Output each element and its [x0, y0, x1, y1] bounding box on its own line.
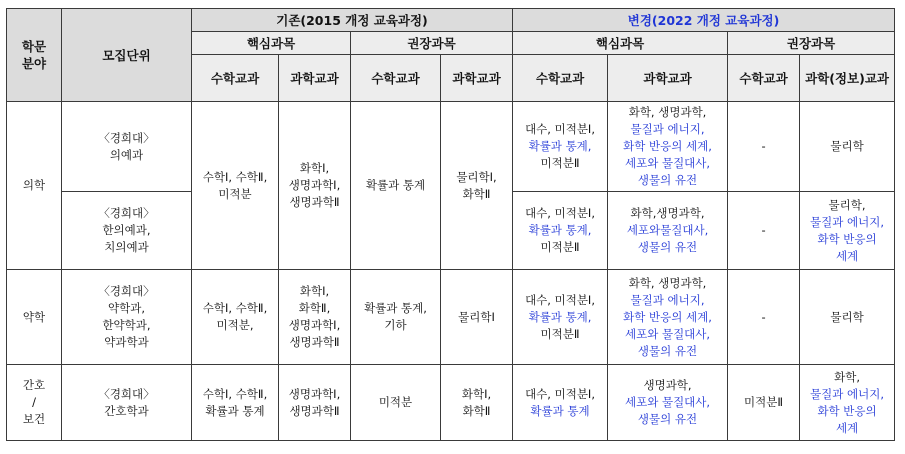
- cell-line: 물리학: [830, 309, 864, 324]
- cell-line: 생명과학Ⅰ,: [288, 386, 341, 401]
- cell-line: 확률과 통계,: [528, 223, 592, 237]
- curriculum-table: [6, 8, 895, 441]
- cell-line: -: [761, 139, 766, 153]
- cell-line: 화학,생명과학,: [630, 206, 705, 220]
- cell-line: 약학과,: [108, 301, 145, 315]
- old-core-math-medicine: [192, 102, 279, 270]
- cell-line: 대수, 미적분Ⅰ,: [525, 206, 595, 220]
- field-pharmacy: 약학: [7, 270, 62, 365]
- cell-line: 물질과 에너지,: [810, 386, 885, 401]
- header-unit: 모집단위: [62, 9, 192, 102]
- field-medicine: 의학: [7, 102, 62, 270]
- cell-line: 세포와 물질대사,: [624, 326, 711, 341]
- cell-line: 〈경희대〉: [98, 284, 155, 298]
- cell-line: 수학Ⅰ, 수학Ⅱ,: [202, 169, 268, 184]
- cell-line: 의예과: [109, 147, 144, 162]
- cell-line: 간호학과: [104, 403, 149, 418]
- new-rec-math-medicine: [728, 102, 800, 192]
- header-new-rec-science-info: 과학(정보)교과: [800, 55, 895, 102]
- header-new-core-science: 과학교과: [608, 55, 728, 102]
- unit-nursing: [62, 365, 192, 441]
- cell-line: 화학Ⅰ,: [299, 284, 330, 298]
- cell-line: 세포와 물질대사,: [624, 156, 711, 170]
- cell-line: 생명과학Ⅱ: [289, 403, 340, 418]
- old-rec-math-nursing: [351, 365, 441, 441]
- cell-line: 물리학: [830, 139, 864, 153]
- cell-line: 한약학과,: [102, 318, 151, 332]
- cell-line: 대수, 미적분Ⅰ,: [525, 292, 595, 307]
- new-rec-science-pharmacy: [800, 270, 895, 365]
- cell-line: 생명과학Ⅰ,: [288, 178, 341, 192]
- new-core-math-oriental-dental: [513, 192, 608, 270]
- cell-line: 치의예과: [104, 240, 149, 254]
- cell-line: -: [761, 223, 766, 237]
- header-old-core-science: 과학교과: [279, 55, 351, 102]
- cell-line: 화학, 생명과학,: [628, 105, 707, 119]
- cell-line: 〈경희대〉: [98, 130, 155, 145]
- cell-line: 수학Ⅰ, 수학Ⅱ,: [202, 386, 268, 401]
- cell-line: 생명과학,: [643, 378, 692, 392]
- new-core-science-oriental-dental: [608, 192, 728, 270]
- cell-line: 세포와물질대사,: [626, 223, 709, 237]
- unit-pharmacy: [62, 270, 192, 365]
- cell-line: 생물의 유전: [637, 343, 698, 358]
- cell-line: 수학Ⅰ, 수학Ⅱ,: [202, 301, 268, 315]
- new-rec-science-medicine: [800, 102, 895, 192]
- old-core-science-medicine: [279, 102, 351, 270]
- unit-oriental-dental: [62, 192, 192, 270]
- cell-line: 물질과 에너지,: [810, 214, 885, 229]
- cell-line: 보건: [22, 412, 46, 426]
- cell-line: 생명과학Ⅱ: [289, 195, 340, 209]
- cell-line: 미적분: [218, 186, 252, 201]
- cell-line: 약과학과: [104, 335, 149, 349]
- header-new-rec-math: 수학교과: [728, 55, 800, 102]
- cell-line: 화학Ⅱ,: [298, 301, 331, 315]
- cell-line: 한의예과,: [102, 223, 151, 237]
- cell-line: 미적분,: [216, 318, 254, 332]
- old-rec-math-pharmacy: [351, 270, 441, 365]
- cell-line: 화학 반응의: [817, 231, 877, 246]
- new-core-math-pharmacy: [513, 270, 608, 365]
- new-rec-math-oriental-dental: [728, 192, 800, 270]
- cell-line: 물질과 에너지,: [630, 122, 705, 136]
- cell-line: 생물의 유전: [637, 412, 698, 426]
- new-core-science-nursing: [608, 365, 728, 441]
- cell-line: -: [761, 309, 766, 324]
- cell-line: 화학 반응의 세계,: [623, 309, 712, 324]
- header-old-recommended: 권장과목: [351, 32, 513, 55]
- cell-line: 확률과 통계,: [364, 301, 427, 315]
- new-core-science-pharmacy: [608, 270, 728, 365]
- cell-line: 세포와 물질대사,: [624, 395, 711, 409]
- header-new-curriculum: 변경(2022 개정 교육과정): [513, 9, 895, 32]
- old-rec-math-medicine: [351, 102, 441, 270]
- header-old-core-math: 수학교과: [192, 55, 279, 102]
- header-old-rec-science: 과학교과: [441, 55, 513, 102]
- new-core-math-medicine: [513, 102, 608, 192]
- cell-line: 세계: [835, 420, 859, 435]
- cell-line: 화학Ⅰ,: [461, 386, 492, 401]
- old-core-math-pharmacy: [192, 270, 279, 365]
- new-core-science-medicine: [608, 102, 728, 192]
- cell-line: /: [32, 395, 36, 409]
- cell-line: 화학 반응의: [817, 403, 877, 418]
- new-rec-science-nursing: [800, 365, 895, 441]
- old-core-science-pharmacy: [279, 270, 351, 365]
- new-rec-math-pharmacy: [728, 270, 800, 365]
- cell-line: 생명과학Ⅰ,: [288, 318, 341, 332]
- cell-line: 미적분Ⅱ: [540, 156, 580, 170]
- new-rec-science-oriental-dental: [800, 192, 895, 270]
- cell-line: 확률과 통계: [530, 403, 590, 418]
- cell-line: 생물의 유전: [637, 240, 698, 254]
- header-old-curriculum: 기존(2015 개정 교육과정): [192, 9, 513, 32]
- cell-line: 미적분Ⅱ: [744, 395, 784, 409]
- cell-line: 미적분Ⅱ: [540, 240, 580, 254]
- cell-line: 미적분: [378, 395, 413, 409]
- old-rec-science-nursing: [441, 365, 513, 441]
- cell-line: 〈경희대〉: [98, 386, 155, 401]
- cell-line: 물리학Ⅰ: [458, 309, 495, 324]
- cell-line: 화학Ⅱ: [462, 403, 491, 418]
- header-new-core: 핵심과목: [513, 32, 728, 55]
- unit-medicine: [62, 102, 192, 192]
- cell-line: 기하: [384, 318, 407, 332]
- old-rec-science-medicine: [441, 102, 513, 270]
- cell-line: 확률과 통계,: [528, 139, 592, 153]
- header-field: 학문 분야: [7, 9, 62, 102]
- header-old-core: 핵심과목: [192, 32, 351, 55]
- cell-line: 생물의 유전: [637, 173, 698, 187]
- header-new-recommended: 권장과목: [728, 32, 895, 55]
- field-nursing-health: [7, 365, 62, 441]
- cell-line: 간호: [22, 378, 46, 392]
- new-rec-math-nursing: [728, 365, 800, 441]
- cell-line: 미적분Ⅱ: [540, 326, 580, 341]
- cell-line: 화학, 생명과학,: [628, 275, 707, 290]
- cell-line: 확률과 통계: [365, 178, 426, 192]
- cell-line: 물리학Ⅰ,: [456, 169, 497, 184]
- cell-line: 화학,: [834, 369, 860, 384]
- header-old-rec-math: 수학교과: [351, 55, 441, 102]
- cell-line: 화학Ⅰ,: [299, 161, 330, 175]
- cell-line: 화학Ⅱ: [462, 186, 491, 201]
- cell-line: 〈경희대〉: [98, 206, 155, 220]
- cell-line: 확률과 통계,: [528, 309, 592, 324]
- cell-line: 물리학,: [828, 197, 866, 212]
- cell-line: 대수, 미적분Ⅰ,: [525, 386, 595, 401]
- cell-line: 세계: [835, 248, 859, 263]
- cell-line: 확률과 통계: [205, 403, 265, 418]
- old-core-science-nursing: [279, 365, 351, 441]
- old-core-math-nursing: [192, 365, 279, 441]
- cell-line: 생명과학Ⅱ: [289, 335, 340, 349]
- cell-line: 물질과 에너지,: [630, 292, 705, 307]
- header-new-core-math: 수학교과: [513, 55, 608, 102]
- cell-line: 대수, 미적분Ⅰ,: [525, 122, 595, 136]
- cell-line: 화학 반응의 세계,: [623, 139, 712, 153]
- new-core-math-nursing: [513, 365, 608, 441]
- old-rec-science-pharmacy: [441, 270, 513, 365]
